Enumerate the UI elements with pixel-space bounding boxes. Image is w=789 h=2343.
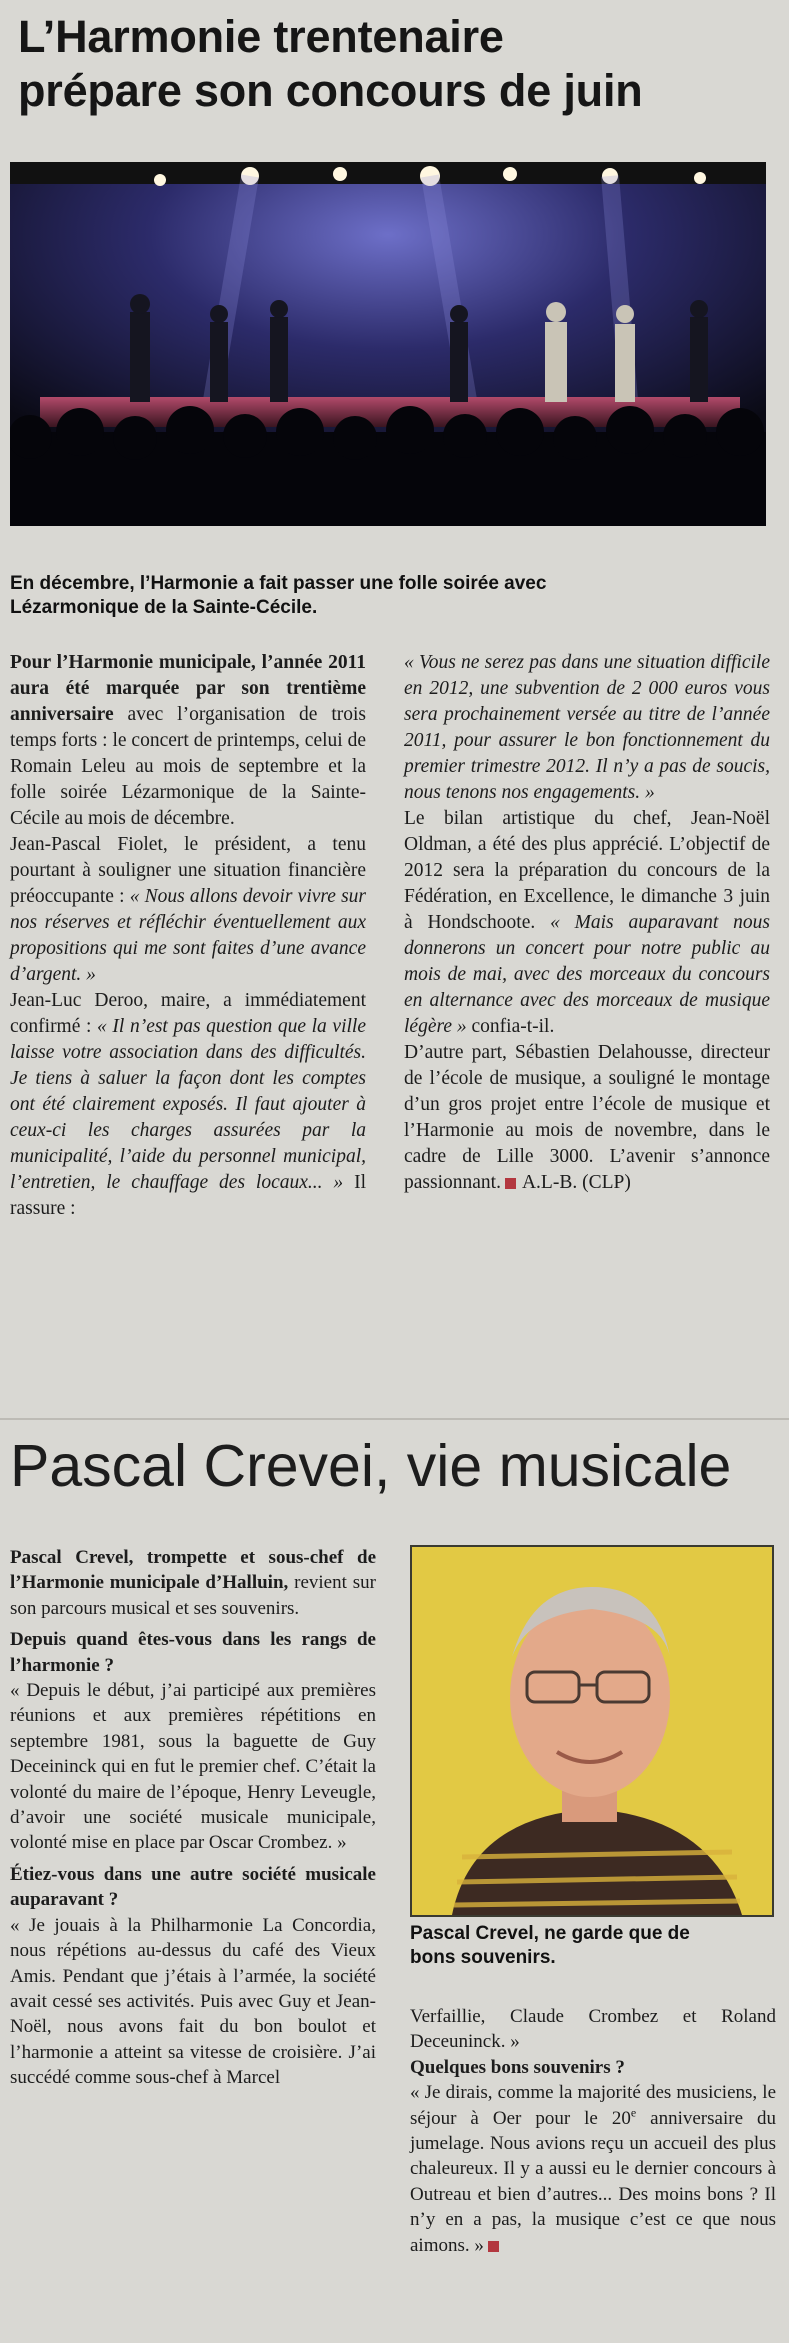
question-3: Quelques bons souvenirs ? [410,2056,625,2078]
quote-paragraph: « Vous ne serez pas dans une situation difficile en 2012, une subvention de 2 000 euros vous sera prochainement versée au titre de l’année 2011, pour assurer le bon fonctionnement du premier trimestre 2012. Il n’y a pas de soucis, nous tenons nos engagements. » [404,652,770,803]
body-text: Jean-Pascal Fiolet, le président, a tenu pourtant à souligner une situation financière préoccupante : [10,834,366,907]
body-text: Jean-Luc Deroo, maire, a immédiatement confirmé : [10,990,366,1037]
body-text: « Je dirais, comme la majorité des musiciens, le séjour à Oer pour le [410,2082,776,2129]
superscript: e [630,2105,637,2120]
body-text: D’autre part, Sébastien Delahousse, directeur de l’école de musique, a souligné le montage d’un gros projet entre l’école de musique et l’Harmonie au mois de novembre, dans le cadre de Lille 3000. L’avenir s’annonce passionnant. [404,1042,770,1193]
article-1-column-1 [10,650,366,1222]
intro-bold: Pascal Crevel, trompette et sous-chef de l’Harmonie municipale d’Halluin, [10,1547,376,1594]
caption-line-2: Lézarmonique de la Sainte-Cécile. [10,597,318,618]
paragraph [404,1040,770,1196]
article-2-column-1 [10,1545,376,2091]
paragraph [10,832,366,988]
intro-rest: revient sur son parcours musical et ses souvenirs. [10,1572,376,1619]
body-text: anniversaire du jumelage. Nous avions reçu un accueil des plus chaleureux. Il y a aussi eu le dernier concours à Outreau et bien d’autres... Des moins bons ? Il n’y en a pas, la musique c’est ce que nous aimons. » [410,2107,776,2256]
question-1: Depuis quand êtes-vous dans les rangs de l’harmonie ? [10,1629,376,1676]
photo-caption [10,572,770,620]
question-2: Étiez-vous dans une autre société musicale auparavant ? [10,1863,376,1911]
paragraph [10,988,366,1222]
headline-line-2: prépare son concours de juin [18,65,643,116]
article-2-column-2 [410,2004,776,2258]
lead-text: Pour l’Harmonie municipale, l’année 2011 aura été marquée par son trentième anniversaire [10,652,366,725]
end-square-icon [505,1178,516,1189]
article-2-headline: Pascal Crevei, vie musicale [10,1433,732,1499]
end-square-icon [488,2241,499,2252]
body-text: Le bilan artistique du chef, Jean-Noël Oldman, a été des plus apprécié. L’objectif de 2012 sera la préparation du concours de la Fédération, en Excellence, le dimanche 3 juin à Hondschoote. [404,808,770,933]
article-divider [0,1418,789,1420]
portrait-photo [410,1545,774,1917]
answer-3 [410,2080,776,2258]
quote-text: « Il n’est pas question que la ville laisse votre association dans des difficultés. Je tiens à saluer la façon dont les comptes ont été clairement exposés. Il faut ajouter à ceux-ci les charges assurées par la municipalité, l’aide du personnel municipal, l’entretien, le chauffage des locaux... » [10,1016,366,1193]
concert-scene-illustration [10,162,766,526]
portrait-caption [410,1922,776,1970]
answer-2-continued: Verfaillie, Claude Crombez et Roland Deceuninck. » [410,2006,776,2053]
answer-2: « Je jouais à la Philharmonie La Concordia, nous répétions au-dessus du café des Vieux Amis. Pendant que j’étais à l’armée, la société avait cessé ses activités. Puis avec Guy et Jean-Noël, nous avons fait du bon boulot et l’harmonie a atteint sa vitesse de croisière. J’ai succédé comme sous-chef à Marcel [10,1914,376,2089]
caption-line-2: bons souvenirs. [410,1947,556,1968]
ordinal-number: 20 [611,2107,631,2129]
paragraph [10,650,366,832]
answer-1: « Depuis le début, j’ai participé aux premières réunions et aux premières répétitions en septembre 1981, sous la baguette de Guy Deceininck qui en fut le premier chef. C’était la volonté du maire de l’époque, Henry Leveugle, d’avoir une société musicale municipale, volonté mise en place par Oscar Crombez. » [10,1680,376,1854]
caption-line-1: Pascal Crevel, ne garde que de [410,1923,690,1944]
article-1-headline [18,10,778,118]
body-text: avec l’organisation de trois temps forts : le concert de printemps, celui de Romain Leleu au mois de septembre et la folle soirée Lézarmonique de la Sainte-Cécile au mois de décembre. [10,704,366,829]
quote-text: « Nous allons devoir vivre sur nos réserves et réfléchir éventuellement aux propositions qui me sont faites d’une avance d’argent. » [10,886,367,985]
caption-line-1: En décembre, l’Harmonie a fait passer une folle soirée avec [10,573,547,594]
audience [10,406,766,526]
headline-line-1: L’Harmonie trentenaire [18,11,504,62]
author-signature: A.L-B. (CLP) [521,1172,631,1193]
quote-text: « Mais auparavant nous donnerons un concert pour notre public au mois de mai, avec des morceaux du concours en alternance avec des morceaux de musique légère » [404,912,770,1037]
intro-paragraph [10,1545,376,1621]
body-text: Il rassure : [10,1172,366,1219]
body-text: confia-t-il. [466,1016,555,1037]
concert-photo [10,162,766,526]
portrait-illustration [412,1547,772,1915]
article-1-column-2 [404,650,770,1196]
paragraph [404,806,770,1040]
